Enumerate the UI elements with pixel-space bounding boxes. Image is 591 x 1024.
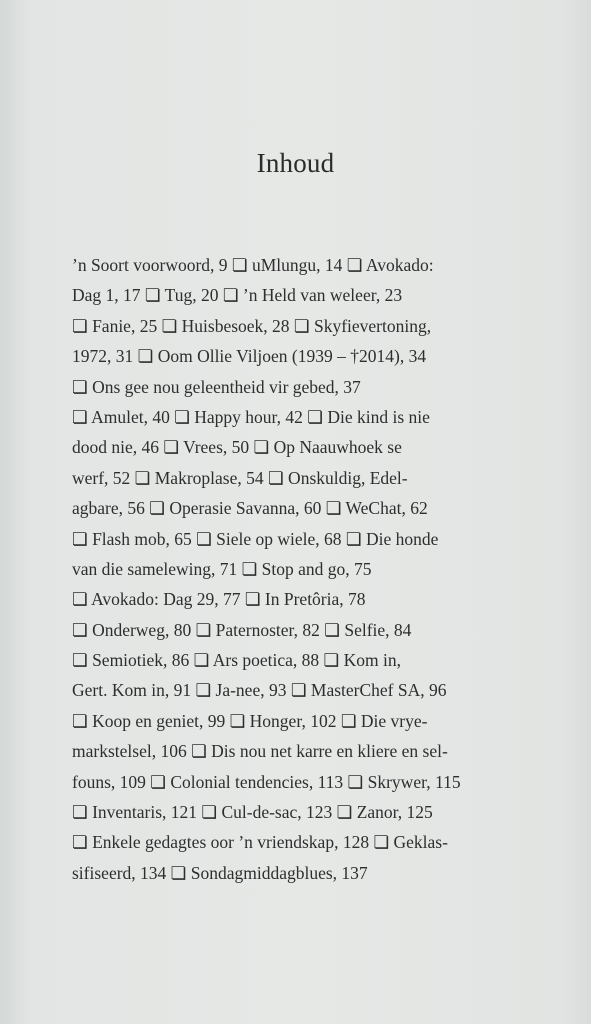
table-of-contents — [72, 250, 492, 888]
toc-line: ❏ Onderweg, 80 ❏ Paternoster, 82 ❏ Selfie, 84 — [72, 619, 412, 640]
toc-line: ❏ Inventaris, 121 ❏ Cul-de-sac, 123 ❏ Zanor, 125 — [72, 802, 433, 823]
toc-line: dood nie, 46 ❏ Vrees, 50 ❏ Op Naauwhoek se — [72, 437, 402, 458]
toc-line: ❏ Flash mob, 65 ❏ Siele op wiele, 68 ❏ Die honde — [72, 528, 439, 549]
toc-line: sifiseerd, 134 ❏ Sondagmiddagblues, 137 — [72, 862, 368, 883]
toc-line: founs, 109 ❏ Colonial tendencies, 113 ❏ Skrywer, 115 — [72, 771, 461, 792]
toc-line: Dag 1, 17 ❏ Tug, 20 ❏ ’n Held van weleer, 23 — [72, 285, 403, 306]
toc-line: ❏ Ons gee nou geleentheid vir gebed, 37 — [72, 376, 361, 397]
toc-line: van die samelewing, 71 ❏ Stop and go, 75 — [72, 558, 372, 579]
toc-line: ’n Soort voorwoord, 9 ❏ uMlungu, 14 ❏ Avokado: — [72, 255, 434, 275]
toc-line: ❏ Enkele gedagtes oor ’n vriendskap, 128 ❏ Geklas- — [72, 832, 448, 853]
toc-line: 1972, 31 ❏ Oom Ollie Viljoen (1939 – †2014), 34 — [72, 346, 427, 367]
toc-line: Gert. Kom in, 91 ❏ Ja-nee, 93 ❏ MasterChef SA, 96 — [72, 680, 447, 701]
toc-line: markstelsel, 106 ❏ Dis nou net karre en kliere en sel- — [72, 741, 448, 762]
toc-line: ❏ Fanie, 25 ❏ Huisbesoek, 28 ❏ Skyfievertoning, — [72, 315, 432, 336]
toc-line: ❏ Koop en geniet, 99 ❏ Honger, 102 ❏ Die vrye- — [72, 710, 428, 731]
toc-line: ❏ Semiotiek, 86 ❏ Ars poetica, 88 ❏ Kom in, — [72, 650, 401, 671]
toc-line: ❏ Amulet, 40 ❏ Happy hour, 42 ❏ Die kind is nie — [72, 406, 430, 427]
toc-line: werf, 52 ❏ Makroplase, 54 ❏ Onskuldig, Edel- — [72, 467, 408, 488]
toc-line: agbare, 56 ❏ Operasie Savanna, 60 ❏ WeChat, 62 — [72, 498, 428, 519]
toc-line: ❏ Avokado: Dag 29, 77 ❏ In Pretôria, 78 — [72, 589, 366, 610]
page-title: Inhoud — [256, 148, 335, 178]
